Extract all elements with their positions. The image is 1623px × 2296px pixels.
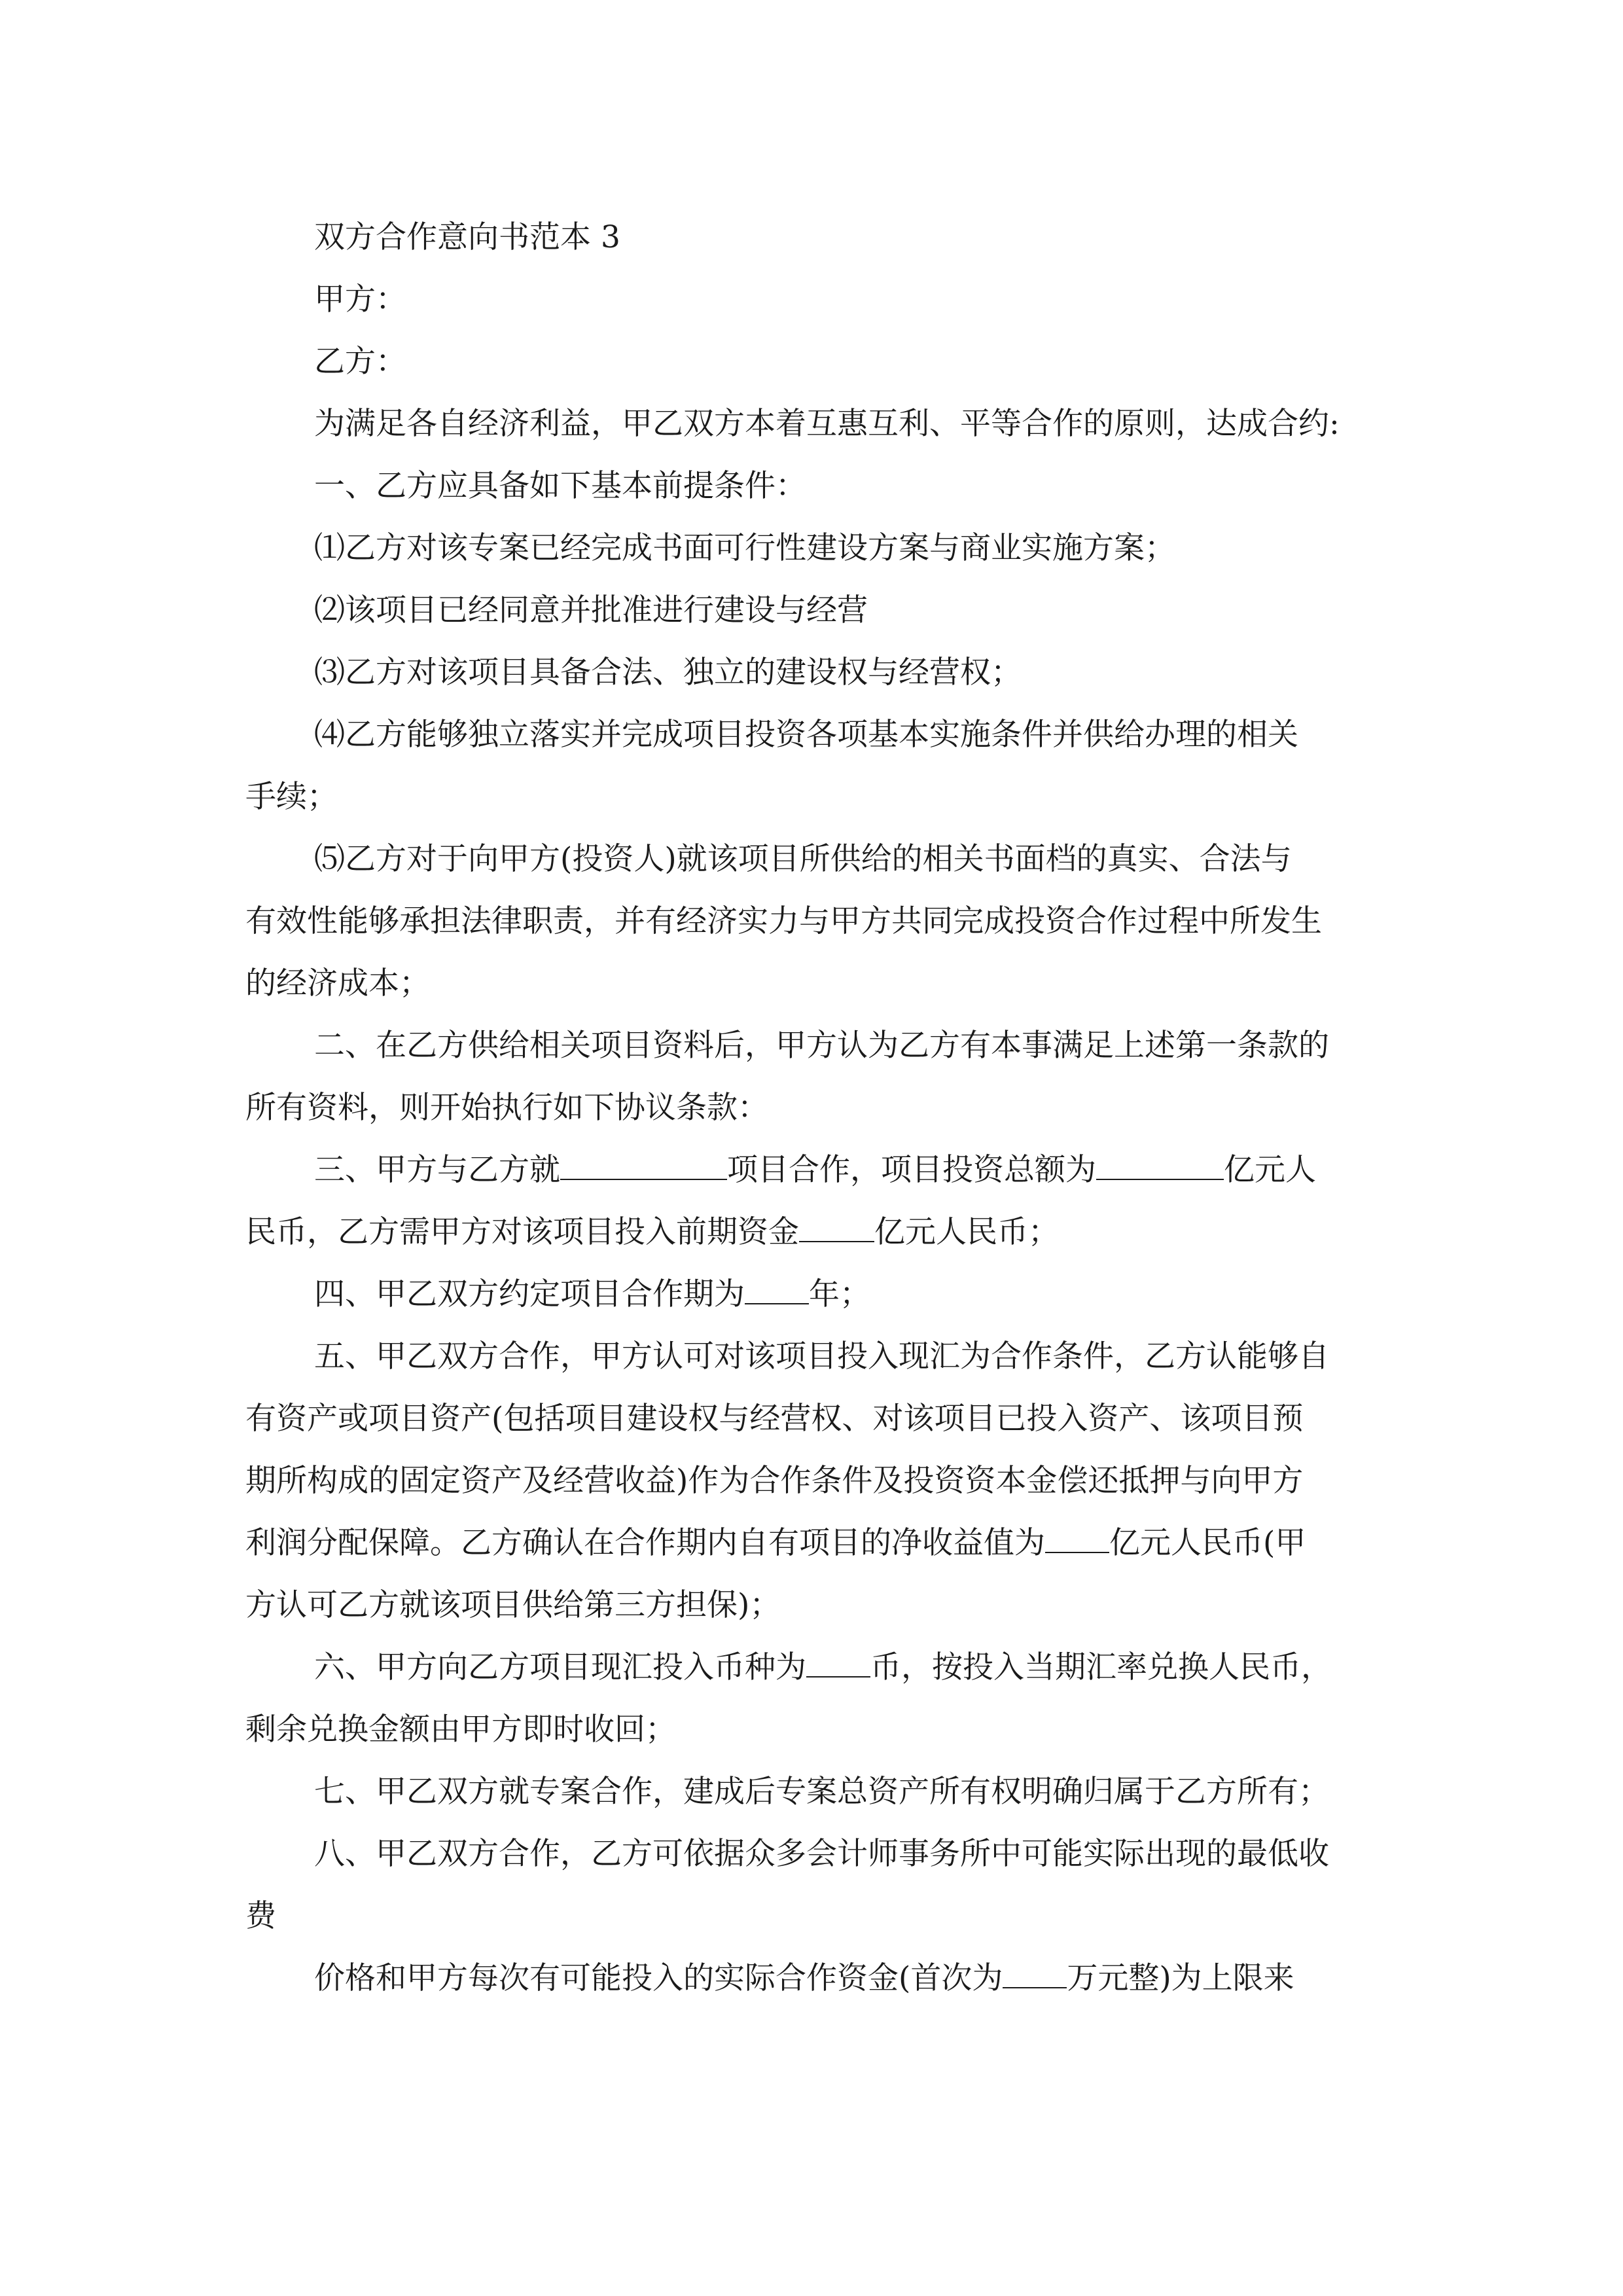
clause-3-line-2 — [245, 1201, 1378, 1263]
clause-5-text-a: 利润分配保障。乙方确认在合作期内自有项目的净收益值为 — [245, 1525, 1045, 1561]
clause-8-text-b: 万元整)为上限来 — [1067, 1960, 1294, 1996]
first-investment-blank[interactable] — [1003, 1953, 1067, 1988]
clause-2-line-1: 二、在乙方供给相关项目资料后，甲方认为乙方有本事满足上述第一条款的 — [314, 1028, 1329, 1064]
clause-6-line-1 — [245, 1636, 1378, 1698]
clause-5-line-2: 有资产或项目资产(包括项目建设权与经营权、对该项目已投入资产、该项目预 — [245, 1401, 1304, 1437]
project-name-blank[interactable] — [560, 1145, 727, 1180]
clause-5-line-1: 五、甲乙双方合作，甲方认可对该项目投入现汇为合作条件，乙方认能够自 — [314, 1338, 1329, 1374]
document-body — [245, 206, 1378, 2009]
clause-1-item-4-line-1: ⑷乙方能够独立落实并完成项目投资各项基本实施条件并供给办理的相关 — [314, 717, 1298, 753]
clause-4-text-b: 年； — [809, 1276, 870, 1312]
clause-1-item-5-line-2: 有效性能够承担法律职责，并有经济实力与甲方共同完成投资合作过程中所发生 — [245, 903, 1322, 939]
clause-3-text-c: 亿元人 — [1224, 1152, 1316, 1188]
clause-4-text-a: 四、甲乙双方约定项目合作期为 — [314, 1276, 745, 1312]
clause-8-line-2: 费 — [245, 1898, 276, 1934]
cooperation-years-blank[interactable] — [745, 1269, 809, 1304]
clause-3-text-e: 亿元人民币； — [874, 1214, 1059, 1250]
intro-paragraph: 为满足各自经济利益，甲乙双方本着互惠互利、平等合作的原则，达成合约: — [314, 406, 1340, 442]
clause-1-item-5-line-3: 的经济成本； — [245, 965, 430, 1001]
clause-8-text-a: 价格和甲方每次有可能投入的实际合作资金(首次为 — [314, 1960, 1003, 1996]
clause-3-line-1 — [245, 1139, 1378, 1201]
clause-7-line: 七、甲乙双方就专案合作，建成后专案总资产所有权明确归属于乙方所有； — [314, 1774, 1329, 1810]
clause-2-line-2: 所有资料，则开始执行如下协议条款： — [245, 1090, 768, 1126]
clause-6-line-2: 剩余兑换金额由甲方即时收回； — [245, 1712, 676, 1748]
document-title: 双方合作意向书范本 3 — [314, 219, 620, 255]
clause-5-line-5: 方认可乙方就该项目供给第三方担保)； — [245, 1587, 781, 1623]
clause-8-line-3 — [245, 1947, 1378, 2009]
clause-5-text-b: 亿元人民币(甲 — [1109, 1525, 1306, 1561]
clause-3-text-a: 三、甲方与乙方就 — [314, 1152, 560, 1188]
clause-4-line — [245, 1263, 1378, 1325]
clause-5-line-4 — [245, 1512, 1378, 1574]
clause-5-line-3: 期所构成的固定资产及经营收益)作为合作条件及投资资本金偿还抵押与向甲方 — [245, 1463, 1304, 1499]
party-a-label: 甲方： — [314, 281, 406, 317]
total-investment-blank[interactable] — [1096, 1145, 1224, 1180]
net-income-blank[interactable] — [1045, 1518, 1109, 1553]
clause-3-text-b: 项目合作，项目投资总额为 — [727, 1152, 1096, 1188]
clause-8-line-1: 八、甲乙双方合作，乙方可依据众多会计师事务所中可能实际出现的最低收 — [314, 1836, 1329, 1872]
initial-funding-blank[interactable] — [799, 1207, 874, 1242]
clause-1-item-3: ⑶乙方对该项目具备合法、独立的建设权与经营权； — [314, 655, 1022, 691]
currency-blank[interactable] — [806, 1642, 870, 1677]
clause-3-text-d: 民币，乙方需甲方对该项目投入前期资金 — [245, 1214, 799, 1250]
clause-1-item-5-line-1: ⑸乙方对于向甲方(投资人)就该项目所供给的相关书面档的真实、合法与 — [314, 841, 1292, 877]
clause-1-heading: 一、乙方应具备如下基本前提条件： — [314, 468, 806, 504]
clause-6-text-b: 币，按投入当期汇率兑换人民币， — [870, 1649, 1332, 1685]
party-b-label: 乙方： — [314, 344, 406, 380]
clause-1-item-1: ⑴乙方对该专案已经完成书面可行性建设方案与商业实施方案； — [314, 530, 1175, 566]
clause-6-text-a: 六、甲方向乙方项目现汇投入币种为 — [314, 1649, 806, 1685]
clause-1-item-4-line-2: 手续； — [245, 779, 338, 815]
clause-1-item-2: ⑵该项目已经同意并批准进行建设与经营 — [314, 592, 868, 628]
